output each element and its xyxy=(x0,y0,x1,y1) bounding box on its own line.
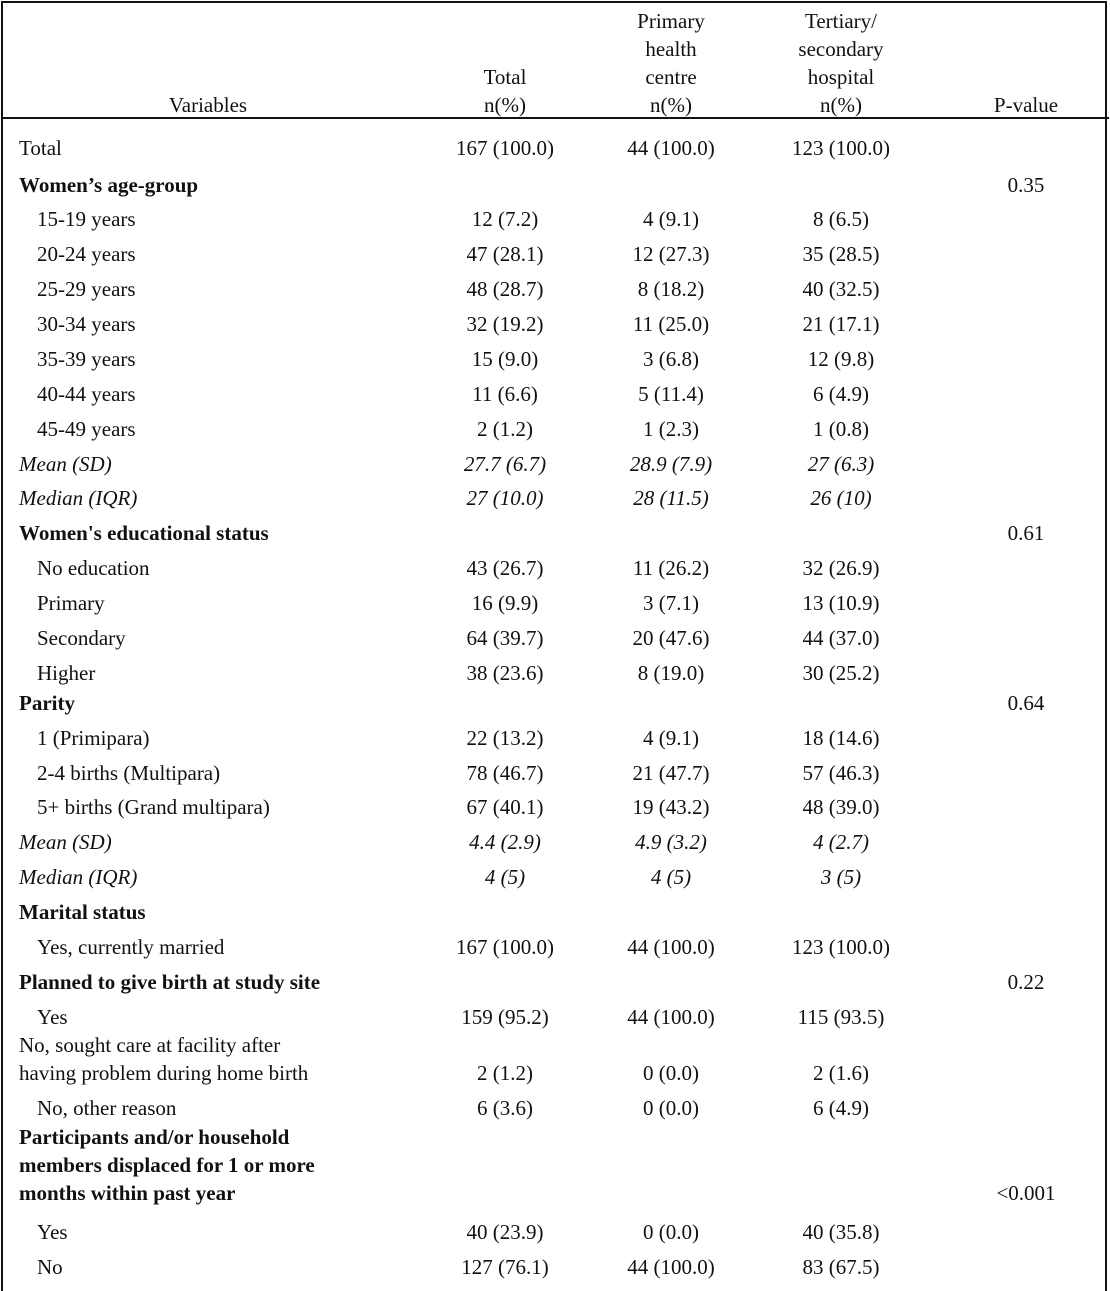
cell-total: 2 (1.2) xyxy=(477,1061,533,1085)
cell-hospital: 123 (100.0) xyxy=(792,136,890,160)
header-hospital-line2: secondary xyxy=(798,37,884,61)
table-frame xyxy=(1,1,1107,1291)
cell-primary-health-centre: 44 (100.0) xyxy=(627,136,715,160)
cell-hospital: 2 (1.6) xyxy=(813,1061,869,1085)
row-label: 20-24 years xyxy=(37,242,136,266)
row-label: 2-4 births (Multipara) xyxy=(37,761,221,785)
row-label: 45-49 years xyxy=(37,417,136,441)
cell-primary-health-centre: 3 (7.1) xyxy=(643,591,699,615)
header-variables: Variables xyxy=(168,93,248,117)
row-label: Yes, currently married xyxy=(37,935,225,959)
cell-hospital: 83 (67.5) xyxy=(802,1255,880,1279)
cell-primary-health-centre: 12 (27.3) xyxy=(632,242,710,266)
row-label: Planned to give birth at study site xyxy=(19,970,321,994)
row-label: Women’s age-group xyxy=(19,173,199,197)
cell-total: 2 (1.2) xyxy=(477,417,533,441)
row-label: Yes xyxy=(37,1220,68,1244)
row-label: 35-39 years xyxy=(37,347,136,371)
cell-p-value: 0.22 xyxy=(1007,970,1045,994)
cell-p-value: 0.61 xyxy=(1007,521,1045,545)
row-label: No xyxy=(37,1255,63,1279)
cell-total: 22 (13.2) xyxy=(466,726,544,750)
cell-hospital: 18 (14.6) xyxy=(802,726,880,750)
cell-total: 67 (40.1) xyxy=(466,795,544,819)
cell-hospital: 30 (25.2) xyxy=(802,661,880,685)
cell-primary-health-centre: 21 (47.7) xyxy=(632,761,710,785)
cell-hospital: 26 (10) xyxy=(810,486,872,510)
cell-total: 64 (39.7) xyxy=(466,626,544,650)
header-total-line2: n(%) xyxy=(484,93,526,117)
row-label: Secondary xyxy=(37,626,126,650)
cell-total: 159 (95.2) xyxy=(461,1005,549,1029)
cell-total: 127 (76.1) xyxy=(461,1255,549,1279)
cell-primary-health-centre: 11 (25.0) xyxy=(632,312,710,336)
row-label: 40-44 years xyxy=(37,382,136,406)
row-label: No education xyxy=(37,556,150,580)
cell-hospital: 3 (5) xyxy=(820,865,862,889)
cell-total: 27.7 (6.7) xyxy=(463,452,547,476)
cell-primary-health-centre: 8 (19.0) xyxy=(637,661,705,685)
row-label: Total xyxy=(19,136,62,160)
row-label: Primary xyxy=(37,591,105,615)
cell-primary-health-centre: 4 (9.1) xyxy=(643,207,699,231)
cell-primary-health-centre: 28.9 (7.9) xyxy=(629,452,713,476)
row-label: No, other reason xyxy=(37,1096,177,1120)
row-label: Women's educational status xyxy=(19,521,269,545)
header-hospital-line4: n(%) xyxy=(820,93,862,117)
cell-hospital: 57 (46.3) xyxy=(802,761,880,785)
cell-total: 11 (6.6) xyxy=(472,382,538,406)
cell-total: 43 (26.7) xyxy=(466,556,544,580)
cell-total: 4.4 (2.9) xyxy=(469,830,541,854)
row-label: Higher xyxy=(37,661,96,685)
cell-hospital: 8 (6.5) xyxy=(813,207,869,231)
cell-total: 167 (100.0) xyxy=(456,136,554,160)
cell-hospital: 12 (9.8) xyxy=(807,347,875,371)
row-label: 25-29 years xyxy=(37,277,136,301)
header-hospital-line3: hospital xyxy=(807,65,875,89)
cell-hospital: 6 (4.9) xyxy=(813,1096,869,1120)
row-label: Mean (SD) xyxy=(19,830,112,854)
row-label: Median (IQR) xyxy=(19,486,138,510)
cell-total: 167 (100.0) xyxy=(456,935,554,959)
cell-hospital: 40 (35.8) xyxy=(802,1220,880,1244)
row-label: Marital status xyxy=(19,900,146,924)
header-pvalue: P-value xyxy=(993,93,1059,117)
cell-p-value: 0.64 xyxy=(1007,691,1045,715)
cell-primary-health-centre: 44 (100.0) xyxy=(627,1255,715,1279)
cell-hospital: 48 (39.0) xyxy=(802,795,880,819)
cell-hospital: 27 (6.3) xyxy=(807,452,875,476)
cell-primary-health-centre: 8 (18.2) xyxy=(637,277,705,301)
cell-primary-health-centre: 44 (100.0) xyxy=(627,935,715,959)
cell-primary-health-centre: 28 (11.5) xyxy=(633,486,709,510)
table-header xyxy=(3,3,1109,119)
row-label: 1 (Primipara) xyxy=(37,726,150,750)
cell-primary-health-centre: 3 (6.8) xyxy=(643,347,699,371)
cell-total: 6 (3.6) xyxy=(477,1096,533,1120)
cell-hospital: 32 (26.9) xyxy=(802,556,880,580)
cell-total: 48 (28.7) xyxy=(466,277,544,301)
cell-primary-health-centre: 19 (43.2) xyxy=(632,795,710,819)
row-label: Yes xyxy=(37,1005,68,1029)
header-phc-line3: centre xyxy=(645,65,697,89)
cell-primary-health-centre: 5 (11.4) xyxy=(638,382,704,406)
cell-total: 38 (23.6) xyxy=(466,661,544,685)
cell-hospital: 35 (28.5) xyxy=(802,242,880,266)
cell-primary-health-centre: 44 (100.0) xyxy=(627,1005,715,1029)
cell-total: 15 (9.0) xyxy=(471,347,539,371)
cell-primary-health-centre: 0 (0.0) xyxy=(643,1096,699,1120)
row-label: 15-19 years xyxy=(37,207,136,231)
cell-total: 40 (23.9) xyxy=(466,1220,544,1244)
cell-hospital: 21 (17.1) xyxy=(802,312,880,336)
cell-primary-health-centre: 4.9 (3.2) xyxy=(635,830,707,854)
cell-total: 4 (5) xyxy=(484,865,526,889)
cell-total: 78 (46.7) xyxy=(466,761,544,785)
cell-total: 32 (19.2) xyxy=(466,312,544,336)
cell-p-value: 0.35 xyxy=(1007,173,1045,197)
cell-primary-health-centre: 1 (2.3) xyxy=(643,417,699,441)
row-label: Mean (SD) xyxy=(19,452,112,476)
header-total-line1: Total xyxy=(483,65,527,89)
row-label: No, sought care at facility after having problem during home birth xyxy=(19,1033,309,1085)
cell-p-value: <0.001 xyxy=(996,1181,1056,1205)
row-label: Median (IQR) xyxy=(19,865,138,889)
cell-primary-health-centre: 11 (26.2) xyxy=(632,556,710,580)
header-phc-line4: n(%) xyxy=(650,93,692,117)
header-phc-line2: health xyxy=(645,37,697,61)
row-label: Participants and/or household members displaced for 1 or more months within past year xyxy=(19,1125,315,1205)
cell-hospital: 123 (100.0) xyxy=(792,935,890,959)
cell-primary-health-centre: 0 (0.0) xyxy=(643,1220,699,1244)
row-label: 30-34 years xyxy=(37,312,136,336)
cell-primary-health-centre: 20 (47.6) xyxy=(632,626,710,650)
cell-hospital: 40 (32.5) xyxy=(802,277,880,301)
row-label: Parity xyxy=(19,691,75,715)
cell-total: 27 (10.0) xyxy=(466,486,544,510)
header-hospital-line1: Tertiary/ xyxy=(805,9,877,33)
cell-hospital: 44 (37.0) xyxy=(802,626,880,650)
cell-hospital: 4 (2.7) xyxy=(813,830,869,854)
cell-hospital: 115 (93.5) xyxy=(797,1005,885,1029)
cell-primary-health-centre: 4 (9.1) xyxy=(643,726,699,750)
row-label: 5+ births (Grand multipara) xyxy=(37,795,270,819)
cell-primary-health-centre: 0 (0.0) xyxy=(643,1061,699,1085)
cell-hospital: 6 (4.9) xyxy=(813,382,869,406)
cell-hospital: 13 (10.9) xyxy=(802,591,880,615)
cell-total: 47 (28.1) xyxy=(466,242,544,266)
cell-total: 16 (9.9) xyxy=(471,591,539,615)
cell-hospital: 1 (0.8) xyxy=(813,417,869,441)
cell-primary-health-centre: 4 (5) xyxy=(650,865,692,889)
header-phc-line1: Primary xyxy=(637,9,705,33)
cell-total: 12 (7.2) xyxy=(471,207,539,231)
